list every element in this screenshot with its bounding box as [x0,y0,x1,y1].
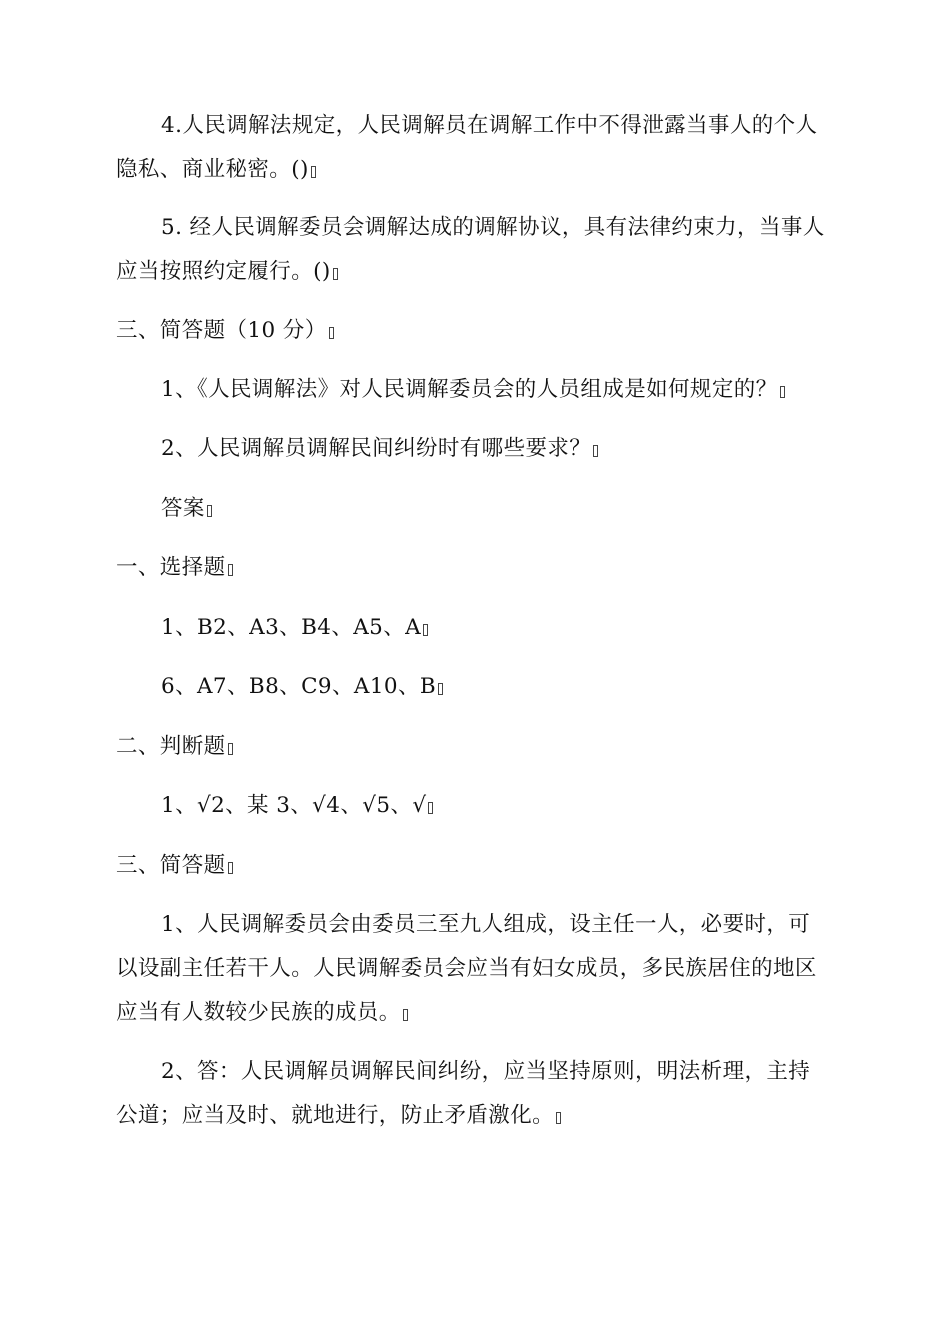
paragraph-mark-icon [556,1112,561,1124]
short-answer-2-text: 2、人民调解员调解民间纠纷时有哪些要求？ [161,436,592,461]
short-answer-1-text: 1、《人民调解法》对人民调解委员会的人员组成是如何规定的？ [161,377,778,402]
paragraph-mark-icon [593,445,598,457]
answer-short-1 [116,903,832,1035]
answer-choice-row-2-text: 6、A7、B8、C9、A10、B [161,674,437,699]
paragraph-mark-icon [403,1009,408,1021]
answer-section-1-text: 一、选择题 [116,555,226,580]
answer-judgement-row-text: 1、√2、某 3、√4、√5、√ [161,793,427,818]
answer-section-2 [116,725,832,769]
paragraph-mark-icon [329,327,334,339]
paragraph-mark-icon [780,386,785,398]
answer-section-3 [116,844,832,888]
answer-section-1 [116,546,832,590]
paragraph-mark-icon [333,268,338,280]
answer-short-2-text: 2、答：人民调解员调解民间纠纷，应当坚持原则，明法析理，主持公道；应当及时、就地进行，防止矛盾激化。 [116,1059,811,1128]
answer-heading-text: 答案 [161,496,205,521]
answer-choice-row-1 [116,606,832,650]
paragraph-mark-icon [423,624,428,636]
question-4 [116,104,832,192]
paragraph-mark-icon [207,505,212,517]
section-3-heading [116,309,832,353]
answer-choice-row-1-text: 1、B2、A3、B4、A5、A [161,615,422,640]
paragraph-mark-icon [228,564,233,576]
question-4-text: 4.人民调解法规定，人民调解员在调解工作中不得泄露当事人的个人隐私、商业秘密。() [116,113,818,182]
question-5-text: 5. 经人民调解委员会调解达成的调解协议，具有法律约束力，当事人应当按照约定履行。() [116,215,825,284]
answer-heading [116,487,832,531]
paragraph-mark-icon [428,802,433,814]
answer-section-2-text: 二、判断题 [116,734,226,759]
paragraph-mark-icon [228,743,233,755]
answer-choice-row-2 [116,665,832,709]
answer-section-3-text: 三、简答题 [116,853,226,878]
paragraph-mark-icon [228,862,233,874]
answer-short-1-text: 1、人民调解委员会由委员三至九人组成，设主任一人，必要时，可以设副主任若干人。人民调解委员会应当有妇女成员，多民族居住的地区应当有人数较少民族的成员。 [116,912,817,1025]
question-5 [116,206,832,294]
short-answer-1 [116,368,832,412]
answer-short-2 [116,1050,832,1138]
section-3-heading-text: 三、简答题（10 分） [116,318,327,343]
answer-judgement-row [116,784,832,828]
short-answer-2 [116,427,832,471]
paragraph-mark-icon [438,683,443,695]
paragraph-mark-icon [311,166,316,178]
